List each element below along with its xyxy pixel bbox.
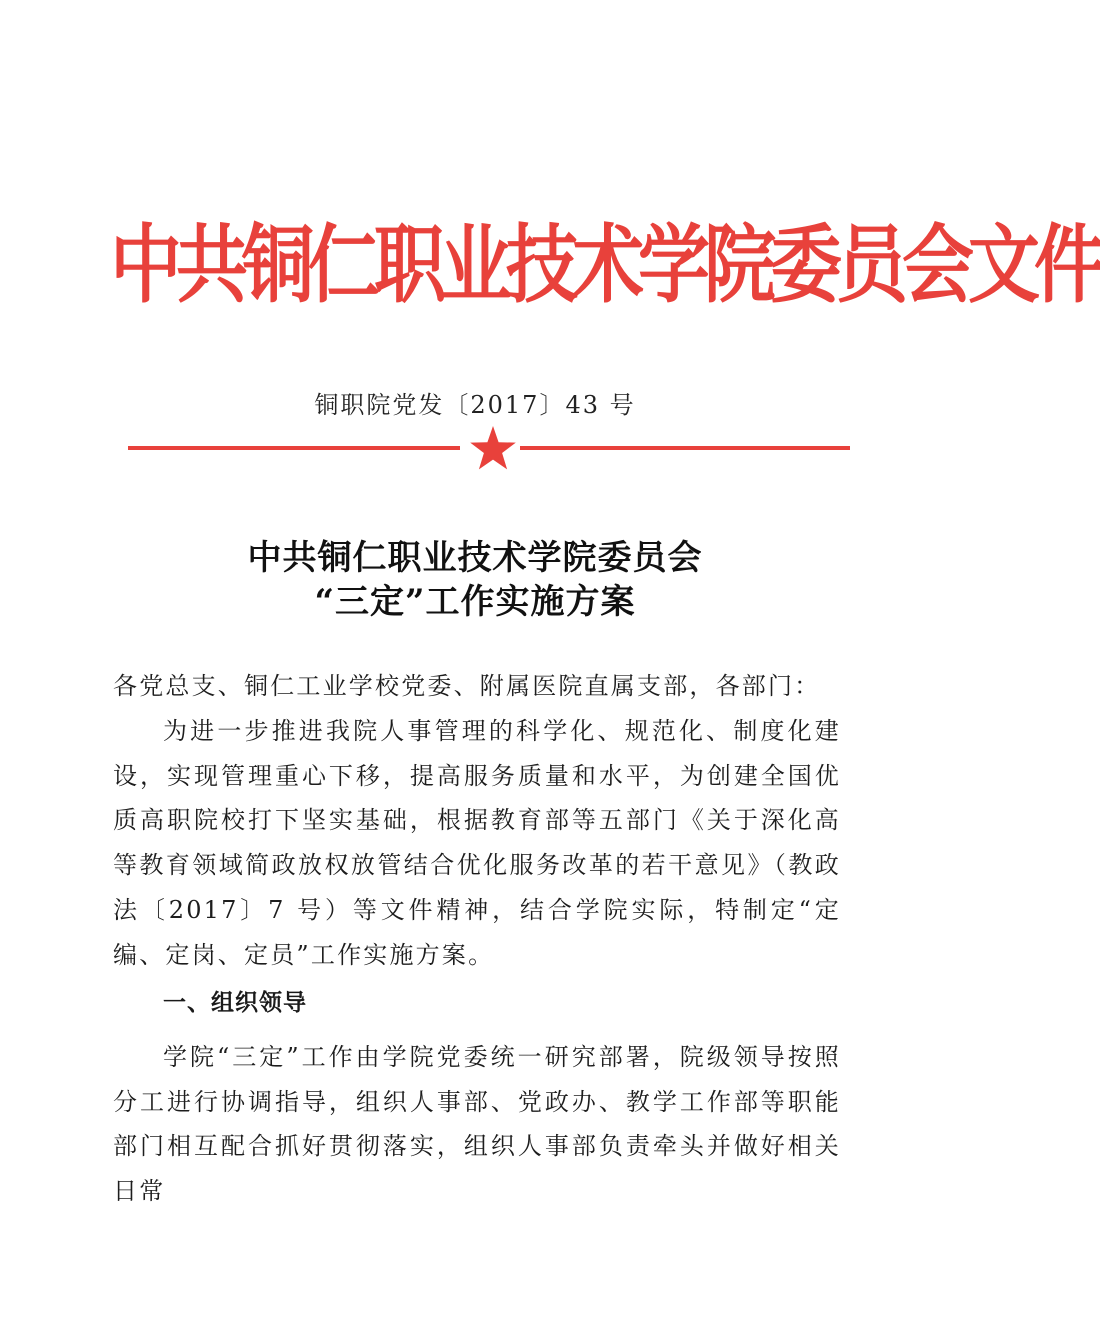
document-number: 铜职院党发〔2017〕43 号 [314, 391, 636, 419]
red-divider [128, 424, 850, 472]
document-title-line-1: 中共铜仁职业技术学院委员会 [247, 538, 703, 578]
paragraph-intro: 为进一步推进我院人事管理的科学化、规范化、制度化建设，实现管理重心下移，提高服务质量和水平，为创建全国优质高职院校打下坚实基础，根据教育部等五部门《关于深化高等教育领域简政放权放管结合优化服务改革的若干意见》（教政法〔2017〕7 号）等文件精神，结合学院实际，特制定“定编、定岗、定员”工作实施方案。 [113, 717, 841, 969]
salutation: 各党总支、铜仁工业学校党委、附属医院直属支部，各部门： [113, 672, 821, 700]
document-title-line-2: “三定”工作实施方案 [314, 582, 636, 622]
divider-line-left [128, 446, 460, 450]
section-heading-organization: 一、组织领导 [163, 990, 307, 1016]
divider-line-right [520, 446, 850, 450]
paragraph-organization: 学院“三定”工作由学院党委统一研究部署，院级领导按照分工进行协调指导，组织人事部、党政办、教学工作部等职能部门相互配合抓好贯彻落实，组织人事部负责牵头并做好相关日常 [113, 1043, 841, 1206]
document-masthead: 中共铜仁职业技术学院委员会文件 [110, 215, 1100, 315]
star-icon [469, 424, 517, 472]
